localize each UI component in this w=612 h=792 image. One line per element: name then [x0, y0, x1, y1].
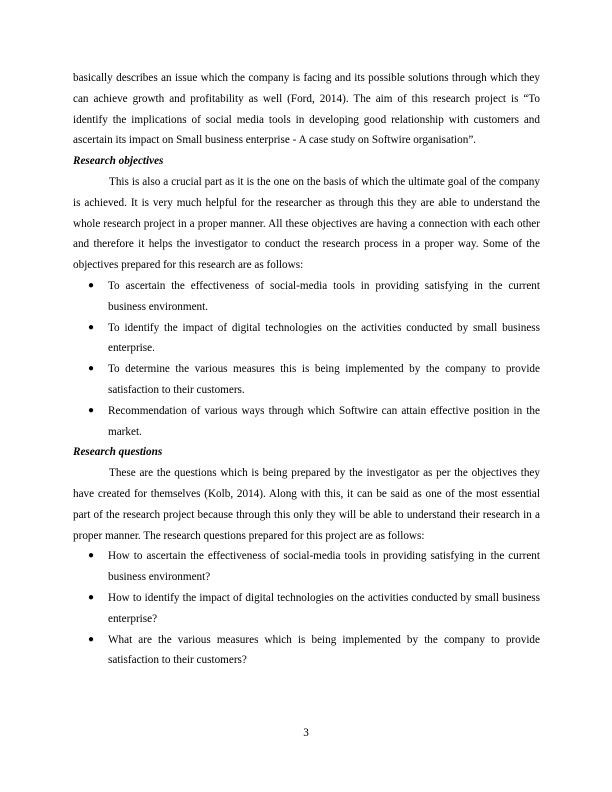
page-body [73, 68, 540, 671]
bullet-icon: ● [88, 550, 95, 562]
list-item-text: To determine the various measures this is being implemented by the company to provide satisfaction to their customers. [108, 363, 540, 396]
questions-list [73, 546, 540, 671]
bullet-icon: ● [88, 363, 95, 375]
list-item [73, 276, 540, 318]
list-item-text: To ascertain the effectiveness of social-media tools in providing satisfying in the current business environment. [108, 279, 540, 313]
list-item-text: Recommendation of various ways through which Softwire can attain effective position in the market. [108, 404, 540, 438]
bullet-icon: ● [88, 633, 95, 645]
list-item [73, 401, 540, 443]
list-item [73, 546, 540, 588]
list-item [73, 318, 540, 360]
page-number: 3 [303, 727, 309, 739]
bullet-icon: ● [88, 404, 95, 416]
list-item-text: How to identify the impact of digital technologies on the activities conducted by small business enterprise? [108, 591, 540, 625]
list-item [73, 630, 540, 672]
bullet-icon: ● [88, 279, 95, 291]
list-item-text: How to ascertain the effectiveness of social-media tools in providing satisfying in the current business environment? [108, 550, 540, 584]
list-item [73, 359, 540, 401]
research-questions-paragraph: These are the questions which is being prepared by the investigator as per the objectives they have created for themselves (Kolb, 2014). Along with this, it can be said as one of the most essential part of the research project because through this only they will be able to understand their research in a proper manner. The research questions prepared for this project are as follows: [73, 467, 540, 542]
list-item-text: What are the various measures which is being implemented by the company to provide satisfaction to their customers? [108, 633, 540, 667]
intro-paragraph: basically describes an issue which the company is facing and its possible solutions through which they can achieve growth and profitability as well (Ford, 2014). The aim of this research project is “To identify the implications of social media tools in developing good relationship with customers and ascertain its impact on Small business enterprise - A case study on Softwire organisation”. [73, 72, 540, 147]
list-item [73, 588, 540, 630]
bullet-icon: ● [88, 591, 95, 603]
bullet-icon: ● [88, 321, 95, 333]
list-item-text: To identify the impact of digital technologies on the activities conducted by small business enterprise. [108, 321, 540, 355]
research-objectives-paragraph: This is also a crucial part as it is the one on the basis of which the ultimate goal of the company is achieved. It is very much helpful for the researcher as through this they are able to understand the whole research project in a proper manner. All these objectives are having a connection with each other and therefore it helps the investigator to conduct the research process in a proper way. Some of the objectives prepared for this research are as follows: [73, 175, 540, 272]
objectives-list [73, 276, 540, 442]
research-objectives-heading: Research objectives [73, 155, 164, 168]
research-questions-heading: Research questions [73, 446, 163, 459]
